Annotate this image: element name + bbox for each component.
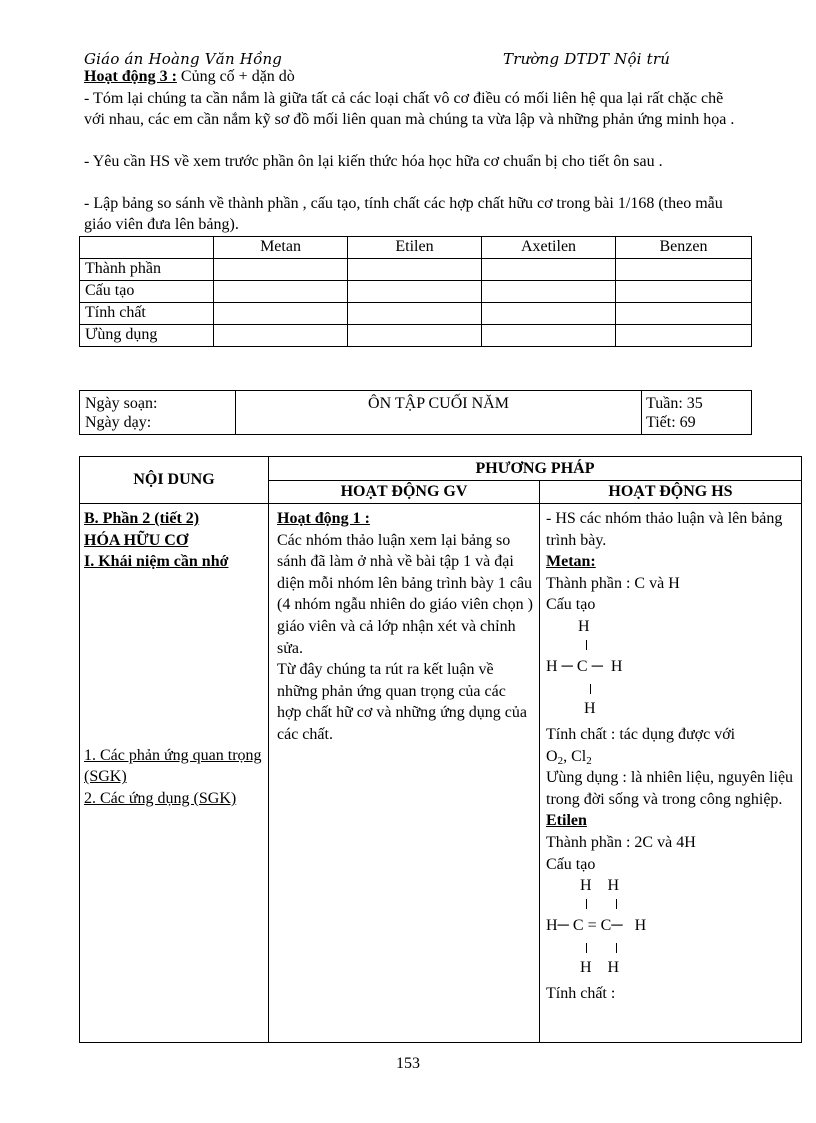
comparison-header-empty bbox=[80, 237, 214, 259]
page-number: 153 bbox=[396, 1055, 420, 1072]
lesson-period-cell bbox=[642, 391, 752, 435]
tuan-label: Tuần: 35 bbox=[646, 395, 703, 412]
comparison-row bbox=[80, 281, 752, 303]
ngay-day-label: Ngày dạy: bbox=[85, 414, 152, 431]
metan-composition: Thành phần : C và H bbox=[546, 574, 680, 592]
content-section-heading: HÓA HỮU CƠ bbox=[84, 531, 189, 549]
content-part-heading: B. Phần 2 (tiết 2) bbox=[84, 510, 200, 527]
teacher-activity-title: Hoạt động 1 : bbox=[277, 510, 370, 527]
teacher-activity-conclusion: Từ đây chúng ta rút ra kết luận về những phản ứng quan trọng của các hợp chất hữ cơ và những ứng dụng của các chất. bbox=[277, 661, 527, 743]
hoat-dong-hs-header: HOẠT ĐỘNG HS bbox=[540, 481, 802, 504]
metan-bond-top bbox=[586, 640, 587, 650]
student-activity-column bbox=[540, 504, 802, 1043]
comparison-header-benzen: Benzen bbox=[616, 237, 752, 259]
activity3-paragraph-1: - Tóm lại chúng ta cần nắm là giữa tất cả các loại chất vô cơ điều có mối liên hệ qua lại rất chặc chẽ với nhau, các em cần nắm kỹ sơ đồ mối liên quan mà chúng ta vừa lập và những phản ứng minh họa . bbox=[84, 90, 735, 128]
comparison-header-axetilen: Axetilen bbox=[482, 237, 616, 259]
metan-h-top: H bbox=[578, 617, 590, 635]
metan-application: Ưùng dụng : là nhiên liệu, nguyên liệu trong đời sống và trong công nghiệp. bbox=[546, 769, 794, 808]
metan-title: Metan: bbox=[546, 553, 596, 571]
activity3-subtitle: Củng cố + dặn dò bbox=[180, 68, 295, 85]
etilen-structure-label: Cấu tạo bbox=[546, 855, 596, 873]
etilen-title: Etilen bbox=[546, 812, 587, 830]
metan-bond-bottom bbox=[590, 684, 591, 694]
student-intro: - HS các nhóm thảo luận và lên bảng trình bày. bbox=[546, 510, 783, 549]
metan-chlorine-sub: 2 bbox=[586, 754, 592, 767]
teacher-activity-column bbox=[269, 504, 540, 1043]
etilen-bond-bottom-right bbox=[616, 943, 617, 953]
metan-structure-label: Cấu tạo bbox=[546, 596, 596, 614]
comparison-row-label: Tính chất bbox=[80, 303, 214, 325]
lesson-info-table bbox=[79, 390, 752, 435]
etilen-bond-bottom-left bbox=[586, 943, 587, 953]
comparison-header-row bbox=[80, 237, 752, 259]
metan-oxygen-sub: 2 bbox=[557, 754, 564, 767]
comparison-header-metan: Metan bbox=[214, 237, 348, 259]
metan-property-reactants bbox=[546, 746, 795, 768]
content-concepts-heading: I. Khái niệm cần nhớ bbox=[84, 553, 229, 571]
metan-h-bottom: H bbox=[584, 699, 596, 717]
hoat-dong-gv-header: HOẠT ĐỘNG GV bbox=[269, 481, 540, 504]
noi-dung-header: NỘI DUNG bbox=[80, 457, 269, 504]
metan-property: Tính chất : tác dụng được với bbox=[546, 725, 736, 743]
lesson-title: ÔN TẬP CUỐI NĂM bbox=[236, 391, 642, 435]
metan-center-line: H ─ C ─ H bbox=[546, 657, 623, 675]
activity3-title: Hoạt động 3 : bbox=[84, 68, 177, 85]
teacher-activity-text: Các nhóm thảo luận xem lại bảng so sánh đã làm ở nhà về bài tập 1 và đại diện mỗi nhóm lên bảng trình bày 1 câu (4 nhóm ngẫu nhiên do giáo viên chọn ) giáo viên và cả lớp nhận xét và chỉnh sửa. bbox=[277, 531, 533, 657]
content-item-applications: 2. Các ứng dụng (SGK) bbox=[84, 789, 237, 807]
comparison-row bbox=[80, 259, 752, 281]
etilen-bond-top-right bbox=[616, 899, 617, 909]
comparison-row bbox=[80, 325, 752, 347]
activity3-paragraph-3: - Lập bảng so sánh về thành phần , cấu tạo, tính chất các hợp chất hữu cơ trong bài 1/168 (theo mẫu giáo viên đưa lên bảng). bbox=[84, 195, 723, 233]
tiet-label: Tiết: 69 bbox=[646, 414, 696, 431]
header-left: Giáo án Hoàng Văn Hồng bbox=[84, 50, 283, 68]
etilen-h-top: H H bbox=[580, 877, 620, 895]
phuong-phap-header: PHƯƠNG PHÁP bbox=[269, 457, 802, 481]
metan-structure-diagram bbox=[546, 616, 795, 724]
etilen-center-line: H─ C = C─ H bbox=[546, 917, 647, 935]
comparison-table bbox=[79, 236, 752, 347]
lesson-plan-table bbox=[79, 456, 802, 1043]
activity3-heading bbox=[84, 66, 744, 87]
etilen-bond-top-left bbox=[586, 899, 587, 909]
ngay-soan-label: Ngày soạn: bbox=[85, 395, 158, 412]
metan-oxygen: O bbox=[546, 747, 558, 765]
activity3-paragraph-2: - Yêu cần HS về xem trước phần ôn lại kiến thức hóa học hữa cơ chuẩn bị cho tiết ôn sau . bbox=[84, 153, 663, 170]
content-item-reactions: 1. Các phản ứng quan trọng (SGK) bbox=[84, 746, 262, 786]
comparison-row-label: Ưùng dụng bbox=[80, 325, 214, 347]
header-right: Trường DTDT Nội trú bbox=[503, 50, 671, 68]
etilen-h-bottom: H H bbox=[580, 959, 620, 977]
comparison-header-etilen: Etilen bbox=[348, 237, 482, 259]
comparison-row-label: Thành phần bbox=[80, 259, 214, 281]
comparison-row bbox=[80, 303, 752, 325]
metan-chlorine: , Cl bbox=[563, 747, 587, 765]
content-column bbox=[80, 504, 269, 1043]
etilen-composition: Thành phần : 2C và 4H bbox=[546, 833, 696, 851]
comparison-row-label: Cấu tạo bbox=[80, 281, 214, 303]
etilen-structure-diagram bbox=[546, 875, 795, 983]
etilen-property: Tính chất : bbox=[546, 985, 616, 1003]
lesson-dates-cell bbox=[80, 391, 236, 435]
